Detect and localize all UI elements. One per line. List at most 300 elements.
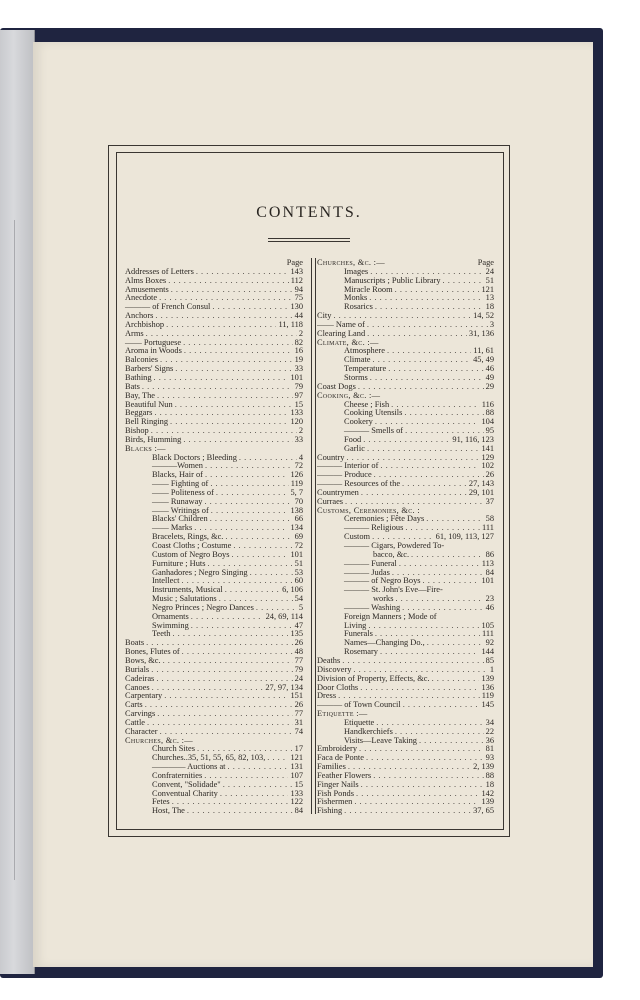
entry-page-number: 79 bbox=[294, 381, 303, 391]
entry-topic: Furniture ; Huts bbox=[152, 558, 206, 568]
contents-entry bbox=[125, 710, 303, 719]
entry-topic: Canoes bbox=[125, 682, 150, 692]
entry-page-number: 116 bbox=[481, 399, 494, 409]
entry-topic: Churches..35, 51, 55, 65, 82, 103, bbox=[152, 753, 266, 763]
entry-page-number: 79 bbox=[294, 664, 303, 674]
entry-page-number: 37 bbox=[485, 496, 494, 506]
entry-topic: Confraternities bbox=[152, 770, 203, 780]
entry-topic: Etiquette :— bbox=[317, 709, 368, 719]
contents-entry bbox=[317, 586, 494, 595]
entry-topic: Coast Dogs bbox=[317, 381, 356, 391]
entry-page-number: 75 bbox=[294, 293, 303, 303]
entry-topic: Bishop bbox=[125, 426, 149, 436]
dot-leader bbox=[196, 268, 289, 277]
entry-topic: Climate, &c. :— bbox=[317, 337, 379, 347]
entry-topic: Curraes bbox=[317, 496, 344, 506]
dot-leader bbox=[184, 347, 293, 356]
entry-topic: Rosemary bbox=[344, 647, 378, 657]
dot-leader bbox=[359, 745, 484, 754]
entry-page-number: 111 bbox=[482, 629, 494, 639]
entry-page-number: 111 bbox=[482, 523, 494, 533]
entry-topic: Character bbox=[125, 726, 158, 736]
entry-page-number: 101 bbox=[290, 549, 303, 559]
dot-leader bbox=[182, 648, 293, 657]
entry-topic: Bones, Flutes of bbox=[125, 647, 180, 657]
entry-topic: Climate bbox=[344, 355, 371, 365]
dot-leader bbox=[432, 675, 480, 684]
entry-topic: Archbishop bbox=[125, 319, 165, 329]
entry-topic: Black Doctors ; Bleeding bbox=[152, 452, 237, 462]
contents-entry bbox=[125, 807, 303, 816]
entry-topic: —— Name of bbox=[317, 319, 365, 329]
entry-page-number: 31 bbox=[294, 717, 303, 727]
dot-leader bbox=[211, 507, 289, 516]
entry-page-number: 85 bbox=[485, 655, 494, 665]
entry-topic: Food bbox=[344, 434, 362, 444]
entry-topic: Intellect bbox=[152, 576, 180, 586]
dot-leader bbox=[191, 613, 264, 622]
dot-leader bbox=[172, 798, 289, 807]
entry-topic: Miracle Room bbox=[344, 284, 393, 294]
dot-leader bbox=[142, 383, 293, 392]
entry-topic: Images bbox=[344, 266, 369, 276]
entry-topic: Ornaments bbox=[152, 611, 189, 621]
dot-leader bbox=[239, 454, 297, 463]
dot-leader bbox=[373, 356, 472, 365]
entry-topic: ——— of French Consul bbox=[125, 302, 211, 312]
entry-page-number: 143 bbox=[290, 266, 303, 276]
contents-entry bbox=[317, 303, 494, 312]
entry-topic: Negro Princes ; Negro Dances bbox=[152, 602, 254, 612]
entry-page-number: 86 bbox=[485, 549, 494, 559]
entry-topic: —— Runaway bbox=[152, 496, 203, 506]
dot-leader bbox=[250, 569, 293, 578]
entry-topic: —— Politeness of bbox=[152, 487, 214, 497]
entry-page-number: 101 bbox=[290, 372, 303, 382]
entry-topic: ——— Smells of bbox=[344, 426, 404, 436]
entry-page-number: 19 bbox=[294, 355, 303, 365]
dot-leader bbox=[419, 737, 484, 746]
entry-topic: Ganhadores ; Negro Singing bbox=[152, 567, 248, 577]
dot-leader bbox=[157, 710, 292, 719]
entry-page-number: 44 bbox=[294, 311, 303, 321]
entry-page-number: 66 bbox=[294, 514, 303, 524]
entry-topic: Anchors bbox=[125, 311, 154, 321]
dot-leader bbox=[354, 798, 479, 807]
entry-topic: Living bbox=[344, 620, 367, 630]
entry-topic: ———Women bbox=[152, 461, 203, 471]
entry-page-number: 131 bbox=[290, 762, 303, 772]
dot-leader bbox=[152, 684, 264, 693]
dot-leader bbox=[361, 781, 484, 790]
entry-page-number: 135 bbox=[290, 629, 303, 639]
entry-topic: Church Sites bbox=[152, 744, 196, 754]
entry-page-number: 105 bbox=[481, 620, 494, 630]
dot-leader bbox=[366, 754, 484, 763]
entry-page-number: 88 bbox=[485, 770, 494, 780]
entry-topic: Cooking, &c. :— bbox=[317, 390, 381, 400]
entry-page-number: 129 bbox=[481, 452, 494, 462]
entry-topic: Bell Ringing bbox=[125, 417, 169, 427]
entry-page-number: 34 bbox=[485, 717, 494, 727]
dot-leader bbox=[228, 763, 289, 772]
dot-leader bbox=[370, 374, 484, 383]
entry-page-number: 60 bbox=[294, 576, 303, 586]
contents-entry bbox=[125, 374, 303, 383]
entry-page-number: 139 bbox=[481, 797, 494, 807]
dot-leader bbox=[380, 462, 479, 471]
entry-page-number: 133 bbox=[290, 788, 303, 798]
entry-topic: ——— Judas bbox=[344, 567, 390, 577]
entry-page-number: 84 bbox=[294, 806, 303, 816]
entry-topic: Deaths bbox=[317, 655, 341, 665]
dot-leader bbox=[163, 657, 293, 666]
entry-page-number: 151 bbox=[290, 691, 303, 701]
entry-topic: Bows, &c. bbox=[125, 655, 161, 665]
entry-page-number: 88 bbox=[485, 408, 494, 418]
dot-leader bbox=[267, 754, 288, 763]
entry-page-number: 104 bbox=[481, 417, 494, 427]
entry-topic: Customs, Ceremonies, &c. : bbox=[317, 505, 420, 515]
entry-page-number: 72 bbox=[294, 541, 303, 550]
entry-page-number: 101 bbox=[481, 576, 494, 586]
contents-column-right bbox=[317, 259, 494, 816]
entry-page-number: 74 bbox=[294, 726, 303, 736]
entry-page-number: 18 bbox=[485, 779, 494, 789]
entry-page-number: 120 bbox=[290, 417, 303, 427]
entry-page-number: Page bbox=[477, 258, 494, 267]
entry-topic: Fish Ponds bbox=[317, 788, 355, 798]
dot-leader bbox=[170, 418, 288, 427]
entry-page-number: 77 bbox=[294, 655, 303, 665]
entry-page-number: 4 bbox=[298, 452, 303, 462]
entry-topic: Churches, &c. :— bbox=[125, 735, 193, 745]
entry-page-number: 24, 69, 114 bbox=[265, 611, 303, 621]
dot-leader bbox=[402, 480, 467, 489]
entry-topic: Carpentary bbox=[125, 691, 163, 701]
contents-title: CONTENTS. bbox=[256, 204, 362, 221]
entry-topic: City bbox=[317, 311, 332, 321]
entry-topic: Feather Flowers bbox=[317, 770, 372, 780]
entry-topic: Custom of Negro Boys bbox=[152, 549, 230, 559]
entry-page-number: 15 bbox=[294, 779, 303, 789]
entry-page-number: 138 bbox=[290, 505, 303, 515]
entry-topic: Blacks' Children bbox=[152, 514, 208, 524]
entry-topic: Coast Cloths ; Costume bbox=[152, 541, 232, 550]
dot-leader bbox=[147, 719, 293, 728]
entry-page-number: 139 bbox=[481, 673, 494, 683]
entry-topic: Faca de Ponte bbox=[317, 753, 364, 763]
entry-page-number: 136 bbox=[481, 682, 494, 692]
entry-page-number: 134 bbox=[290, 523, 303, 533]
dot-leader bbox=[212, 303, 288, 312]
dot-leader bbox=[411, 551, 484, 560]
entry-page-number: 81 bbox=[485, 744, 494, 754]
entry-topic: —— Writings of bbox=[152, 505, 209, 515]
dot-leader bbox=[367, 330, 467, 339]
dot-leader bbox=[443, 277, 484, 286]
entry-page-number: 82 bbox=[294, 337, 303, 347]
entry-topic: ——— Produce bbox=[317, 470, 372, 480]
entry-page-number: 26 bbox=[485, 470, 494, 480]
entry-page-number: 48 bbox=[294, 647, 303, 657]
entry-topic: Alms Boxes bbox=[125, 275, 167, 285]
contents-column-left bbox=[125, 259, 303, 816]
dot-leader bbox=[391, 401, 480, 410]
entry-topic: Instruments, Musical bbox=[152, 585, 223, 595]
entry-topic: Music ; Salutations bbox=[152, 594, 217, 604]
dot-leader bbox=[210, 480, 288, 489]
entry-page-number: 94 bbox=[294, 284, 303, 294]
entry-topic: —— Portuguese bbox=[125, 337, 182, 347]
entry-page-number: 6, 106 bbox=[282, 585, 303, 595]
entry-topic: Conventual Charity bbox=[152, 788, 218, 798]
entry-page-number: 91, 116, 123 bbox=[452, 434, 494, 444]
dot-leader bbox=[205, 462, 293, 471]
entry-topic: Amusements bbox=[125, 284, 169, 294]
dot-leader bbox=[360, 684, 479, 693]
entry-page-number: 144 bbox=[481, 647, 494, 657]
entry-page-number: 3 bbox=[489, 319, 494, 329]
entry-page-number: 142 bbox=[481, 788, 494, 798]
dot-leader bbox=[145, 701, 293, 710]
entry-page-number: 122 bbox=[290, 797, 303, 807]
entry-topic: Clearing Land bbox=[317, 328, 366, 338]
entry-topic: Barbers' Signs bbox=[125, 364, 174, 374]
dot-leader bbox=[426, 515, 483, 524]
entry-page-number: 145 bbox=[481, 700, 494, 710]
entry-topic: Teeth bbox=[152, 629, 171, 639]
entry-topic: Arms bbox=[125, 328, 144, 338]
column-divider bbox=[311, 258, 316, 814]
dot-leader bbox=[375, 303, 484, 312]
dot-leader bbox=[210, 515, 293, 524]
entry-page-number: 11, 118 bbox=[278, 319, 303, 329]
entry-page-number: 121 bbox=[481, 284, 494, 294]
dot-leader bbox=[344, 807, 471, 816]
entry-topic: Addresses of Letters bbox=[125, 266, 194, 276]
dot-leader bbox=[231, 551, 288, 560]
dot-leader bbox=[388, 365, 483, 374]
entry-topic: Boats bbox=[125, 638, 145, 648]
entry-page-number: 24 bbox=[294, 673, 303, 683]
entry-topic: ——— of Town Council bbox=[317, 700, 401, 710]
entry-topic: Bay, The bbox=[125, 390, 156, 400]
entry-topic: ——— of Negro Boys bbox=[344, 576, 421, 586]
entry-topic: Fetes bbox=[152, 797, 170, 807]
dot-leader bbox=[395, 286, 480, 295]
entry-topic: ———— Auctions at bbox=[152, 762, 226, 772]
contents-entry bbox=[317, 489, 494, 498]
entry-topic: Bathing bbox=[125, 372, 152, 382]
dot-leader bbox=[183, 339, 293, 348]
entry-topic: Fishermen bbox=[317, 797, 353, 807]
entry-page-number: 72 bbox=[294, 461, 303, 471]
entry-topic: Balconies bbox=[125, 355, 159, 365]
contents-entry bbox=[125, 657, 303, 666]
entry-page-number: 54 bbox=[294, 594, 303, 604]
entry-page-number: 121 bbox=[290, 753, 303, 763]
entry-topic: Blacks :— bbox=[125, 443, 166, 453]
dot-leader bbox=[164, 692, 288, 701]
entry-page-number: 70 bbox=[294, 496, 303, 506]
entry-topic: Etiquette bbox=[344, 717, 375, 727]
dot-leader bbox=[380, 648, 479, 657]
dot-leader bbox=[187, 807, 293, 816]
entry-page-number: 33 bbox=[294, 364, 303, 374]
entry-page-number: 2 bbox=[298, 426, 303, 436]
entry-topic: Churches, &c. :— bbox=[317, 258, 385, 267]
entry-topic: Custom bbox=[344, 532, 371, 542]
entry-topic: Handkerchiefs bbox=[344, 726, 393, 736]
entry-page-number: 1 bbox=[489, 664, 494, 674]
entry-page-number: 84 bbox=[485, 567, 494, 577]
dot-leader bbox=[172, 630, 288, 639]
entry-topic: ——— Funeral bbox=[344, 558, 397, 568]
entry-topic: ——— Interior of bbox=[317, 461, 379, 471]
entry-topic: —— Fighting of bbox=[152, 479, 209, 489]
entry-topic: —— Marks bbox=[152, 523, 193, 533]
entry-page-number: 97 bbox=[294, 390, 303, 400]
dot-leader bbox=[356, 790, 479, 799]
contents-entry bbox=[125, 692, 303, 701]
entry-topic: Families bbox=[317, 762, 346, 772]
dot-leader bbox=[175, 365, 292, 374]
dot-leader bbox=[154, 409, 288, 418]
entry-page-number: 126 bbox=[290, 470, 303, 480]
dot-leader bbox=[233, 542, 292, 551]
entry-topic: Monks bbox=[344, 293, 368, 303]
entry-topic: Finger Nails bbox=[317, 779, 359, 789]
contents-entry bbox=[125, 630, 303, 639]
dot-leader bbox=[387, 347, 471, 356]
entry-page-number: 45, 49 bbox=[473, 355, 494, 365]
entry-topic: Discovery bbox=[317, 664, 352, 674]
entry-page-number: 133 bbox=[290, 408, 303, 418]
entry-topic: Bracelets, Rings, &c. bbox=[152, 532, 224, 542]
dot-leader bbox=[368, 622, 479, 631]
entry-page-number: 69 bbox=[294, 532, 303, 542]
entry-page-number: 46 bbox=[485, 602, 494, 612]
entry-page-number: 37, 65 bbox=[473, 806, 494, 816]
entry-topic: Cookery bbox=[344, 417, 373, 427]
entry-topic: Aroma in Woods bbox=[125, 346, 182, 356]
entry-topic: Cooking Utensils bbox=[344, 408, 403, 418]
entry-page-number: 112 bbox=[290, 275, 303, 285]
entry-topic: Birds, Humming bbox=[125, 434, 182, 444]
entry-topic: Blacks, Hair of bbox=[152, 470, 203, 480]
entry-topic: bacco, &c. bbox=[373, 549, 410, 559]
entry-page-number: 26 bbox=[294, 700, 303, 710]
entry-topic: Anecdote bbox=[125, 293, 158, 303]
dot-leader bbox=[191, 622, 293, 631]
entry-topic: works bbox=[373, 594, 394, 604]
entry-page-number: 46 bbox=[485, 364, 494, 374]
dot-leader bbox=[151, 666, 292, 675]
dot-leader bbox=[166, 321, 276, 330]
entry-page-number: 61, 109, 113, 127 bbox=[435, 532, 494, 542]
entry-topic: Door Cloths bbox=[317, 682, 359, 692]
dot-leader bbox=[369, 294, 483, 303]
dot-leader bbox=[154, 374, 289, 383]
spine-edge bbox=[6, 220, 15, 880]
entry-topic: ——— Resources of the bbox=[317, 479, 401, 489]
entry-page-number: 23 bbox=[485, 594, 494, 604]
entry-topic: Rosarics bbox=[344, 302, 373, 312]
entry-page-number: 119 bbox=[481, 691, 494, 701]
dot-leader bbox=[171, 286, 293, 295]
entry-page-number: 26 bbox=[294, 638, 303, 648]
entry-topic: Fishing bbox=[317, 806, 343, 816]
entry-page-number: 141 bbox=[481, 443, 494, 453]
entry-topic: Country bbox=[317, 452, 345, 462]
dot-leader bbox=[399, 560, 480, 569]
entry-page-number: 53 bbox=[294, 567, 303, 577]
entry-page-number: 2, 139 bbox=[473, 762, 494, 772]
entry-topic: Ceremonies ; Fête Days bbox=[344, 514, 425, 524]
entry-topic: Funerals bbox=[344, 629, 373, 639]
entry-page-number: 27, 97, 134 bbox=[265, 682, 303, 692]
contents-entry bbox=[317, 798, 494, 807]
entry-topic: Cheese ; Fish bbox=[344, 399, 390, 409]
entry-topic: Atmosphere bbox=[344, 346, 385, 356]
entry-page-number: 27, 143 bbox=[468, 479, 494, 489]
contents-entry bbox=[317, 684, 494, 693]
entry-topic: Beautiful Nun bbox=[125, 399, 173, 409]
entry-page-number: Page bbox=[286, 258, 303, 267]
entry-page-number: 58 bbox=[485, 514, 494, 524]
entry-page-number: 130 bbox=[290, 302, 303, 312]
entry-topic: Names—Changing Do., bbox=[344, 638, 425, 648]
dot-leader bbox=[183, 436, 292, 445]
contents-entry bbox=[125, 321, 303, 330]
entry-page-number: 93 bbox=[485, 753, 494, 763]
dot-leader bbox=[373, 772, 483, 781]
entry-topic: Dress bbox=[317, 691, 337, 701]
entry-topic: Countrymen bbox=[317, 487, 359, 497]
entry-page-number: 107 bbox=[290, 770, 303, 780]
dot-leader bbox=[175, 401, 293, 410]
dot-leader bbox=[403, 701, 480, 710]
entry-topic: Embroidery bbox=[317, 744, 358, 754]
entry-page-number: 51 bbox=[485, 275, 494, 285]
dot-leader bbox=[216, 489, 289, 498]
contents-entry bbox=[125, 418, 303, 427]
dot-leader bbox=[205, 471, 289, 480]
title-rule bbox=[268, 238, 350, 242]
entry-page-number: 15 bbox=[294, 399, 303, 409]
entry-topic: ——— Religious bbox=[344, 523, 404, 533]
entry-topic: Beggars bbox=[125, 408, 153, 418]
dot-leader bbox=[157, 392, 293, 401]
entry-topic: Temperature bbox=[344, 364, 387, 374]
entry-page-number: 95 bbox=[485, 426, 494, 436]
entry-page-number: 13 bbox=[485, 293, 494, 303]
entry-page-number: 51 bbox=[294, 558, 303, 568]
entry-topic: Cadeiras bbox=[125, 673, 155, 683]
entry-page-number: 18 bbox=[485, 302, 494, 312]
dot-leader bbox=[395, 595, 483, 604]
dot-leader bbox=[404, 409, 483, 418]
dot-leader bbox=[168, 277, 289, 286]
entry-page-number: 36 bbox=[485, 735, 494, 745]
entry-page-number: 29, 101 bbox=[468, 487, 494, 497]
entry-topic: Foreign Manners ; Mode of bbox=[344, 611, 437, 621]
dot-leader bbox=[342, 657, 483, 666]
entry-page-number: 16 bbox=[294, 346, 303, 356]
dot-leader bbox=[367, 445, 480, 454]
entry-page-number: 31, 136 bbox=[468, 328, 494, 338]
